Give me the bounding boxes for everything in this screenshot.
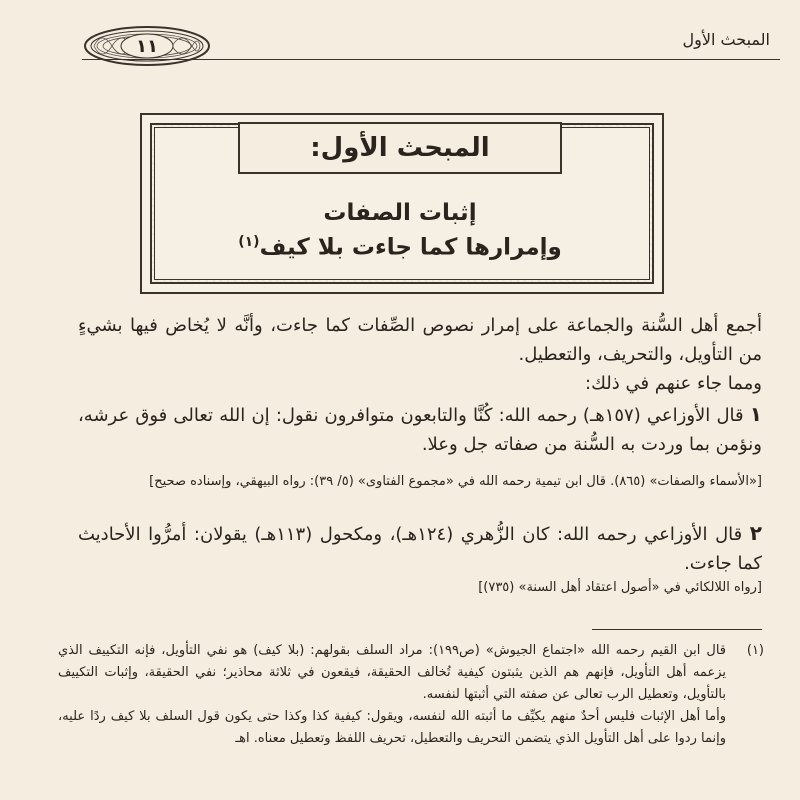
item-1 [78,400,762,459]
lead-in: ومما جاء عنهم في ذلك: [585,373,762,394]
item-1-source: [«الأسماء والصفات» (٨٦٥). قال ابن تيمية رحمه الله في «مجموع الفتاوى» (٥/ ٣٩): رواه البيهقي، وإسناده صحيح] [149,474,762,489]
footnote [58,640,762,750]
footnote-rule [592,629,762,630]
footnote-text-2: وأما أهل الإثبات فليس أحدٌ منهم يكيِّف ما أثبته الله لنفسه، ويقول: كيفية كذا وكذا حتى يكون قول السلف بلا كيف ردًا عليه، وإنما ردوا على أهل التأويل الذي يتضمن التحريف والتعطيل، تحريف اللفظ وتعطيل معناه. اهـ [58,709,726,746]
section-label: المبحث الأول: [238,122,562,174]
item-1-number: ١ [749,402,762,426]
title-line-2-text: وإمرارها كما جاءت بلا كيف [259,234,562,261]
item-1-text: قال الأوزاعي (١٥٧هـ) رحمه الله: كُنَّا والتابعون متوافرون نقول: إن الله تعالى فوق عرشه، ونؤمن بما وردت به السُّنة من صفاته جل وعلا. [78,405,762,455]
title-line-2 [160,234,640,261]
title-footnote-ref: (١) [238,234,260,250]
title-line-1: إثبات الصفات [323,200,477,226]
page-number-badge [82,24,212,68]
item-2 [78,519,762,578]
running-head-title: المبحث الأول [682,30,770,49]
footnote-number: (١) [746,643,764,658]
item-2-text: قال الأوزاعي رحمه الله: كان الزُّهري (١٢٤هـ)، ومكحول (١١٣هـ) يقولان: أمرُّوا الأحاديث كما جاءت. [78,524,762,574]
item-2-source: [رواه اللالكائي في «أصول اعتقاد أهل السنة» (٧٣٥)] [478,580,762,595]
header-rule [82,59,780,60]
item-2-number: ٢ [749,521,762,545]
footnote-text-1: قال ابن القيم رحمه الله «اجتماع الجيوش» (ص١٩٩): مراد السلف بقولهم: (بلا كيف) هو نفي التأويل، فإنه التكييف الذي يزعمه أهل التأويل، فإنهم هم الذين يثبتون كيفية تُخالف الحقيقة، فيقعون في ثلاثة محاذير؛ نفي الحقيقة، وإثبات التكييف بالتأويل، وتعطيل الرب تعالى عن صفته التي أثبتها لنفسه. [58,643,727,702]
intro-paragraph: أجمع أهل السُّنة والجماعة على إمرار نصوص الصِّفات كما جاءت، وأنَّه لا يُخاض فيها بشيءٍ من التأويل، والتحريف، والتعطيل. [78,315,762,365]
page-number: ١١ [136,35,158,57]
